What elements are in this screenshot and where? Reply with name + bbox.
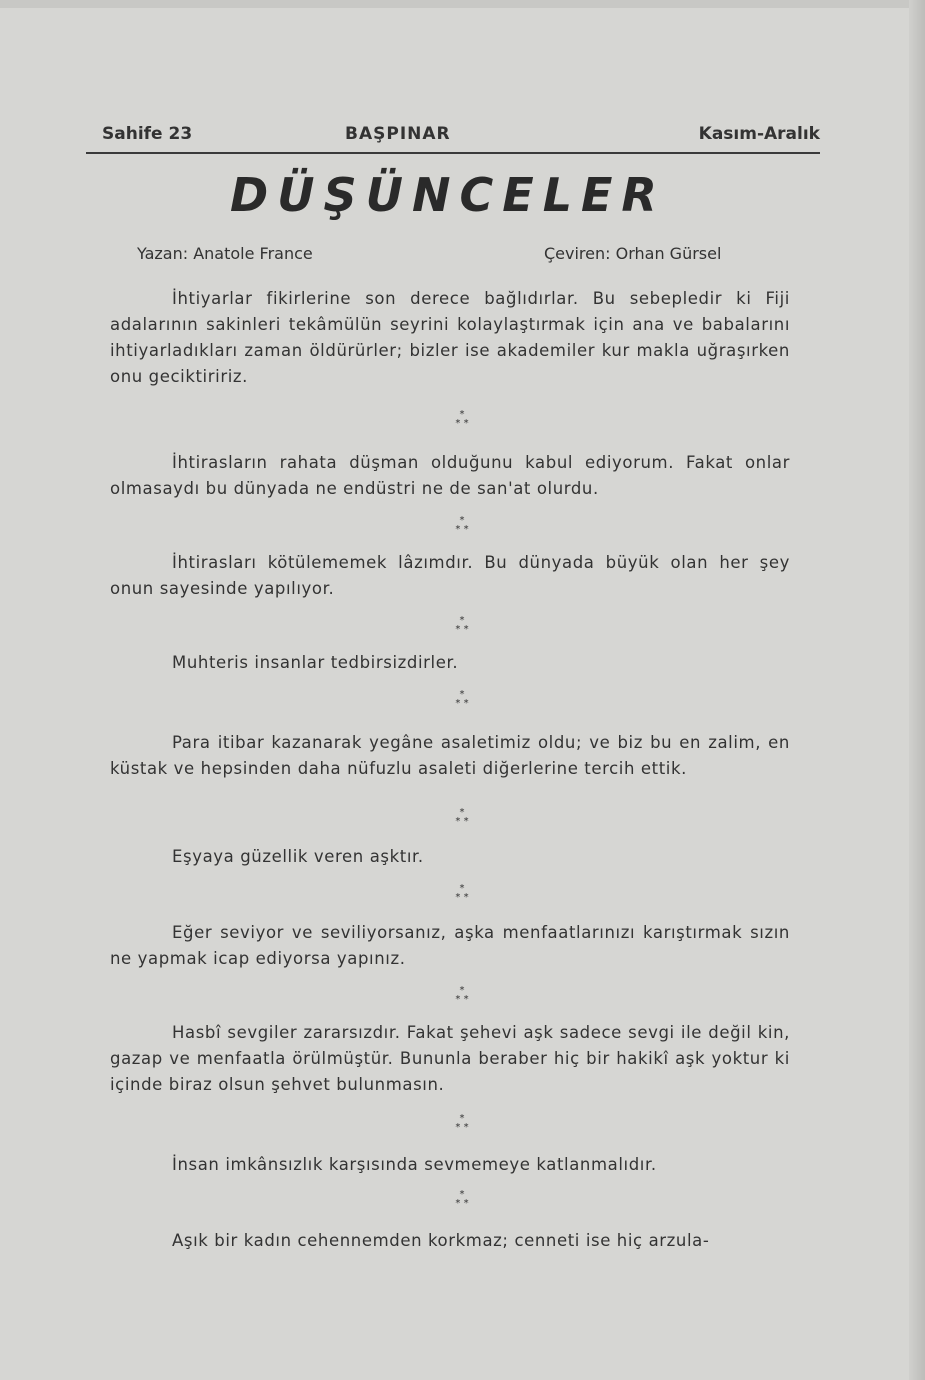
magazine-name: BAŞPINAR	[345, 124, 451, 144]
paragraph-2: İhtirasların rahata düşman olduğunu kabul ediyorum. Fakat onlar olmasaydı bu dünyada ne endüstri ne de san'at olurdu.	[110, 453, 790, 498]
paragraph-6: Eşyaya güzellik veren aşktır.	[172, 847, 424, 866]
section-separator: * * *	[455, 985, 469, 1005]
paragraph-7: Eğer seviyor ve seviliyorsanız, aşka menfaatlarınızı karıştırmak sızın ne yapmak icap ediyorsa yapınız.	[110, 923, 790, 968]
section-separator: * * *	[455, 883, 469, 903]
section-separator: * * *	[455, 409, 469, 429]
page-number: Sahife 23	[102, 124, 193, 144]
section-separator: * * *	[455, 807, 469, 827]
section-separator: * * *	[455, 515, 469, 535]
page-top-edge	[0, 0, 925, 8]
section-separator: * * *	[455, 1113, 469, 1133]
section-separator: * * *	[455, 1189, 469, 1209]
author-line: Yazan: Anatole France	[137, 244, 313, 263]
paragraph-4: Muhteris insanlar tedbirsizdirler.	[172, 653, 459, 672]
article-title: DÜŞÜNCELER	[230, 168, 666, 222]
issue-date: Kasım-Aralık	[698, 124, 820, 144]
header-rule	[86, 152, 820, 154]
paragraph-3: İhtirasları kötülememek lâzımdır. Bu dünyada büyük olan her şey onun sayesinde yapılıyor.	[110, 553, 790, 598]
paragraph-9: İnsan imkânsızlık karşısında sevmemeye katlanmalıdır.	[172, 1155, 657, 1174]
paragraph-10: Aşık bir kadın cehennemden korkmaz; cenneti ise hiç arzula-	[172, 1231, 710, 1250]
page-right-edge	[909, 0, 925, 1380]
section-separator: * * *	[455, 689, 469, 709]
paragraph-8: Hasbî sevgiler zararsızdır. Fakat şehevi aşk sadece sevgi ile değil kin, gazap ve menfaatla örülmüştür. Bununla beraber hiç bir hakikî aşk yoktur ki içinde biraz olsun şehvet bulunmasın.	[110, 1023, 790, 1094]
paragraph-5: Para itibar kazanarak yegâne asaletimiz oldu; ve biz bu en zalim, en küstak ve hepsinden daha nüfuzlu asaleti diğerlerine tercih ettik.	[110, 733, 790, 778]
running-header	[102, 124, 820, 150]
paragraph-1: İhtiyarlar fikirlerine son derece bağlıdırlar. Bu sebepledir ki Fiji adalarının sakinleri tekâmülün seyrini kolaylaştırmak için ana ve babalarını ihtiyarladıkları zaman öldürürler; bizler ise akademiler kur makla uğraşırken onu geciktiririz.	[110, 289, 790, 386]
translator-line: Çeviren: Orhan Gürsel	[544, 244, 722, 263]
section-separator: * * *	[455, 615, 469, 635]
